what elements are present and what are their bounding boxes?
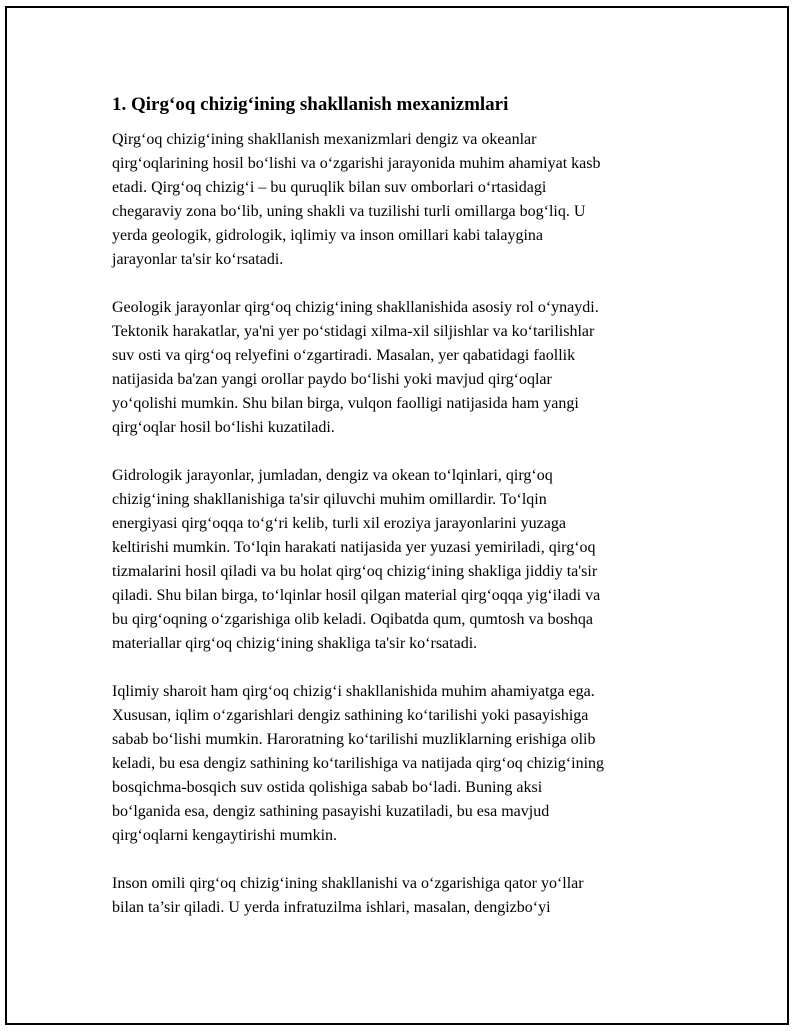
text-line: materiallar qirg‘oq chizig‘ining shakliga ta'sir ko‘rsatadi. <box>112 635 478 652</box>
paragraph-climatic <box>112 680 692 848</box>
section-heading: 1. Qirg‘oq chizig‘ining shakllanish mexanizmlari <box>112 94 509 115</box>
text-line: qirg‘oqlar hosil bo‘lishi kuzatiladi. <box>112 419 335 436</box>
text-line: keltirishi mumkin. To‘lqin harakati natijasida yer yuzasi yemiriladi, qirg‘oq <box>112 539 596 556</box>
paragraph-human-factor <box>112 872 692 920</box>
text-line: Inson omili qirg‘oq chizig‘ining shakllanishi va o‘zgarishiga qator yo‘llar <box>112 875 584 892</box>
document-body <box>112 90 692 944</box>
text-line: keladi, bu esa dengiz sathining ko‘tarilishiga va natijada qirg‘oq chizig‘ining <box>112 755 605 772</box>
text-line: yo‘qolishi mumkin. Shu bilan birga, vulqon faolligi natijasida ham yangi <box>112 395 579 412</box>
text-line: jarayonlar ta'sir ko‘rsatadi. <box>112 251 284 268</box>
text-line: qiladi. Shu bilan birga, to‘lqinlar hosil qilgan material qirg‘oqqa yig‘iladi va <box>112 587 601 604</box>
paragraph-hydrological <box>112 464 692 656</box>
text-line: Qirg‘oq chizig‘ining shakllanish mexanizmlari dengiz va okeanlar <box>112 131 537 148</box>
text-line: Geologik jarayonlar qirg‘oq chizig‘ining shakllanishida asosiy rol o‘ynaydi. <box>112 299 599 316</box>
text-line: energiyasi qirg‘oqqa to‘g‘ri kelib, turli xil eroziya jarayonlarini yuzaga <box>112 515 566 532</box>
text-line: yerda geologik, gidrologik, iqlimiy va inson omillari kabi talaygina <box>112 227 544 244</box>
text-line: Iqlimiy sharoit ham qirg‘oq chizig‘i shakllanishida muhim ahamiyatga ega. <box>112 683 595 700</box>
text-line: natijasida ba'zan yangi orollar paydo bo‘lishi yoki mavjud qirg‘oqlar <box>112 371 552 388</box>
text-line: Gidrologik jarayonlar, jumladan, dengiz va okean to‘lqinlari, qirg‘oq <box>112 467 553 484</box>
text-line: sabab bo‘lishi mumkin. Haroratning ko‘tarilishi muzliklarning erishiga olib <box>112 731 596 748</box>
text-line: etadi. Qirg‘oq chizig‘i – bu quruqlik bilan suv omborlari o‘rtasidagi <box>112 179 547 196</box>
paragraph-geological <box>112 296 692 440</box>
text-line: Tektonik harakatlar, ya'ni yer po‘stidagi xilma-xil siljishlar va ko‘tarilishlar <box>112 323 595 340</box>
text-line: qirg‘oqlarining hosil bo‘lishi va o‘zgarishi jarayonida muhim ahamiyat kasb <box>112 155 601 172</box>
text-line: bosqichma-bosqich suv ostida qolishiga sabab bo‘ladi. Buning aksi <box>112 779 543 796</box>
text-line: chizig‘ining shakllanishiga ta'sir qiluvchi muhim omillardir. To‘lqin <box>112 491 547 508</box>
text-line: Xususan, iqlim o‘zgarishlari dengiz sathining ko‘tarilishi yoki pasayishiga <box>112 707 589 724</box>
paragraph-intro <box>112 128 692 272</box>
text-line: qirg‘oqlarni kengaytirishi mumkin. <box>112 827 338 844</box>
text-line: chegaraviy zona bo‘lib, uning shakli va tuzilishi turli omillarga bog‘liq. U <box>112 203 586 220</box>
text-line: bo‘lganida esa, dengiz sathining pasayishi kuzatiladi, bu esa mavjud <box>112 803 550 820</box>
text-line: bu qirg‘oqning o‘zgarishiga olib keladi. Oqibatda qum, qumtosh va boshqa <box>112 611 593 628</box>
text-line: suv osti va qirg‘oq relyefini o‘zgartiradi. Masalan, yer qabatidagi faollik <box>112 347 576 364</box>
text-line: tizmalarini hosil qiladi va bu holat qirg‘oq chizig‘ining shakliga jiddiy ta'sir <box>112 563 598 580</box>
text-line: bilan ta’sir qiladi. U yerda infratuzilma ishlari, masalan, dengizbo‘yi <box>112 899 551 916</box>
